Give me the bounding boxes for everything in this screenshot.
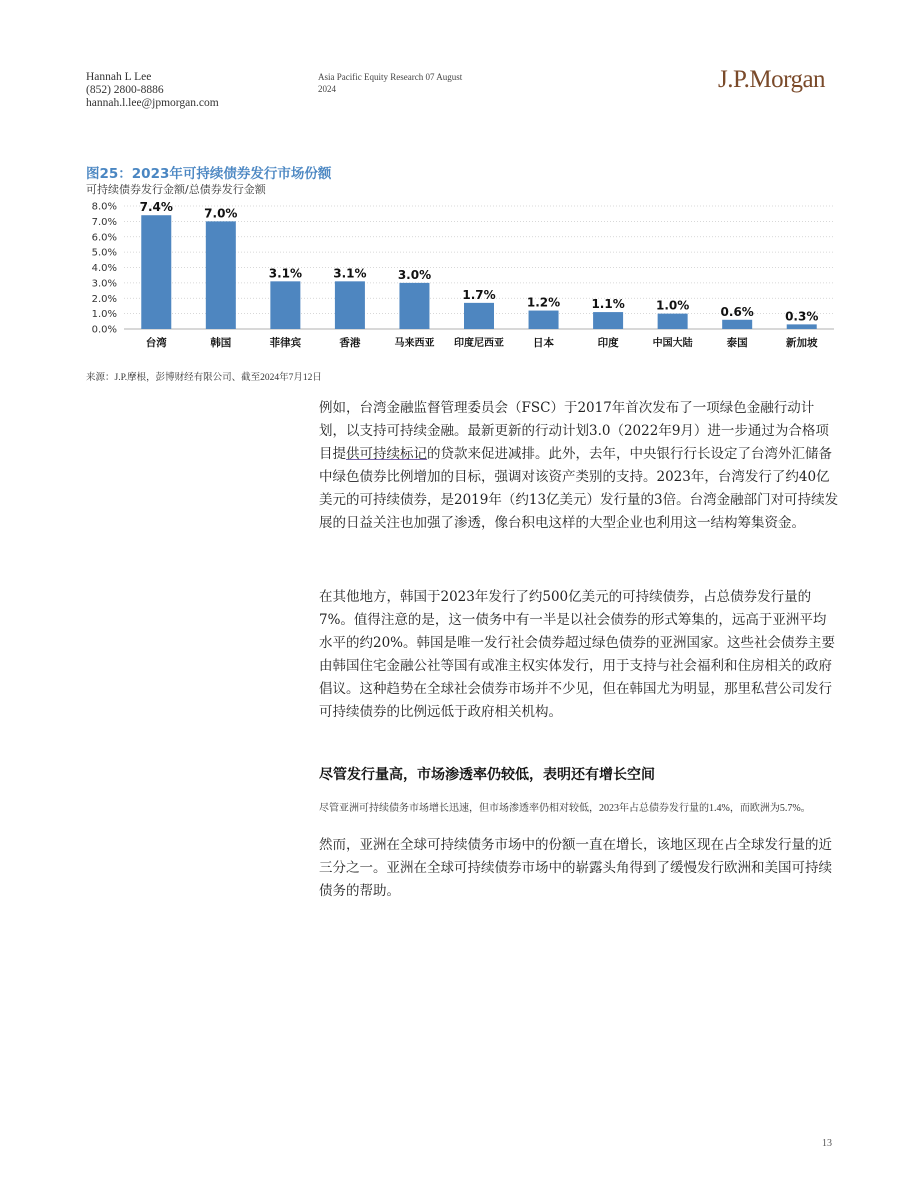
figure-source: 来源：J.P.摩根，彭博财经有限公司、截至2024年7月12日 <box>86 373 322 383</box>
data-label: 3.1% <box>268 266 303 281</box>
x-category-label: 马来西亚 <box>394 338 435 349</box>
bar-4 <box>399 283 429 329</box>
paragraph-taiwan <box>319 397 839 535</box>
bar-2 <box>270 281 300 329</box>
figure-subtitle: 可持续债券发行金额/总债券发行金额 <box>86 183 266 196</box>
y-tick-label: 3.0% <box>91 278 117 290</box>
bar-10 <box>787 324 817 329</box>
bar-3 <box>335 281 365 329</box>
x-category-label: 泰国 <box>726 337 748 349</box>
y-tick-label: 5.0% <box>91 247 117 259</box>
paragraph-asia-share: 然而，亚洲在全球可持续债务市场中的份额一直在增长，该地区现在占全球发行量的近三分之一。亚洲在全球可持续债券市场中的崭露头角得到了缓慢发行欧洲和美国可持续债务的帮助。 <box>319 837 832 899</box>
data-label: 1.0% <box>655 298 690 313</box>
x-category-label: 印度尼西亚 <box>454 338 504 349</box>
bar-8 <box>658 314 688 329</box>
chart-y-axis <box>92 202 117 336</box>
author-phone: (852) 2800-8886 <box>86 84 164 96</box>
jpmorgan-logo: J.P.Morgan <box>718 66 826 93</box>
y-tick-label: 7.0% <box>91 216 117 228</box>
data-label: 1.7% <box>462 287 496 302</box>
bar-0 <box>141 215 171 329</box>
chart-bars <box>140 200 819 329</box>
x-category-label: 中国大陆 <box>652 338 693 349</box>
data-label: 1.1% <box>591 297 625 312</box>
author-name: Hannah L Lee <box>86 71 152 83</box>
chart-x-axis <box>146 336 818 349</box>
bar-7 <box>593 312 623 329</box>
y-tick-label: 1.0% <box>91 309 117 321</box>
x-category-label: 印度 <box>597 337 619 349</box>
bar-1 <box>206 221 236 329</box>
y-tick-label: 8.0% <box>91 201 117 213</box>
data-label: 7.4% <box>139 200 173 215</box>
bar-chart <box>86 198 846 358</box>
data-label: 3.0% <box>397 267 432 282</box>
y-tick-label: 2.0% <box>91 293 117 305</box>
data-label: 3.1% <box>333 266 367 281</box>
figure-title: 图25：2023年可持续债券发行市场份额 <box>86 166 332 182</box>
paragraph-taiwan-part2: 的贷款来促进减排。此外，去年，中央银行行长设定了台湾外汇储备中绿色债券比例增加的目标，强调对该资产类别的支持。2023年，台湾发行了约40亿美元的可持续债券，是2019年（约13亿美元）发行量的3倍。台湾金融部门对可持续发展的日益关注也加强了渗透，像台积电这样的大型企业也利用这一结构筹集资金。 <box>319 446 839 531</box>
page-number: 13 <box>822 1138 832 1149</box>
bar-9 <box>722 320 752 329</box>
paragraph-taiwan-part1: 例如，台湾金融监督管理委员会（FSC）于2017年首次发布了一项绿色金融行动计划，以支持可持续金融。最新更新的行动计划3.0（2022年9月）进一步通过为合格项目提 <box>319 400 829 462</box>
x-category-label: 韩国 <box>210 337 232 349</box>
publication-info: Asia Pacific Equity Research 07 August 2024 <box>318 72 463 94</box>
data-label: 1.2% <box>526 295 561 310</box>
data-label: 0.6% <box>720 304 754 319</box>
x-category-label: 香港 <box>339 337 361 349</box>
x-category-label: 日本 <box>533 337 555 349</box>
y-tick-label: 4.0% <box>91 263 117 274</box>
author-email[interactable]: hannah.l.lee@jpmorgan.com <box>86 97 219 109</box>
y-tick-label: 6.0% <box>91 232 117 244</box>
paragraph-korea: 在其他地方，韩国于2023年发行了约500亿美元的可持续债券，占总债券发行量的7%。值得注意的是，这一债务中有一半是以社会债券的形式筹集的，远高于亚洲平均水平的约20%。韩国是唯一发行社会债券超过绿色债券的亚洲国家。这些社会债券主要由韩国住宅金融公社等国有或准主权实体发行，用于支持与社会福利和住房相关的政府倡议。这种趋势在全球社会债券市场并不少见，但在韩国尤为明显，那里私营公司发行可持续债券的比例远低于政府相关机构。 <box>319 589 836 720</box>
data-label: 0.3% <box>785 309 819 324</box>
sustainability-label-link[interactable]: 供可持续标记 <box>346 446 427 462</box>
section-heading: 尽管发行量高，市场渗透率仍较低，表明还有增长空间 <box>319 767 655 783</box>
data-label: 7.0% <box>204 206 238 221</box>
x-category-label: 菲律宾 <box>269 337 302 349</box>
author-block <box>86 71 219 110</box>
bar-6 <box>529 311 559 329</box>
summary-note: 尽管亚洲可持续债务市场增长迅速，但市场渗透率仍相对较低，2023年占总债券发行量的1.4%，而欧洲为5.7%。 <box>319 803 811 814</box>
bar-5 <box>464 303 494 329</box>
x-category-label: 台湾 <box>145 337 167 349</box>
x-category-label: 新加坡 <box>785 337 818 349</box>
y-tick-label: 0.0% <box>91 324 117 336</box>
